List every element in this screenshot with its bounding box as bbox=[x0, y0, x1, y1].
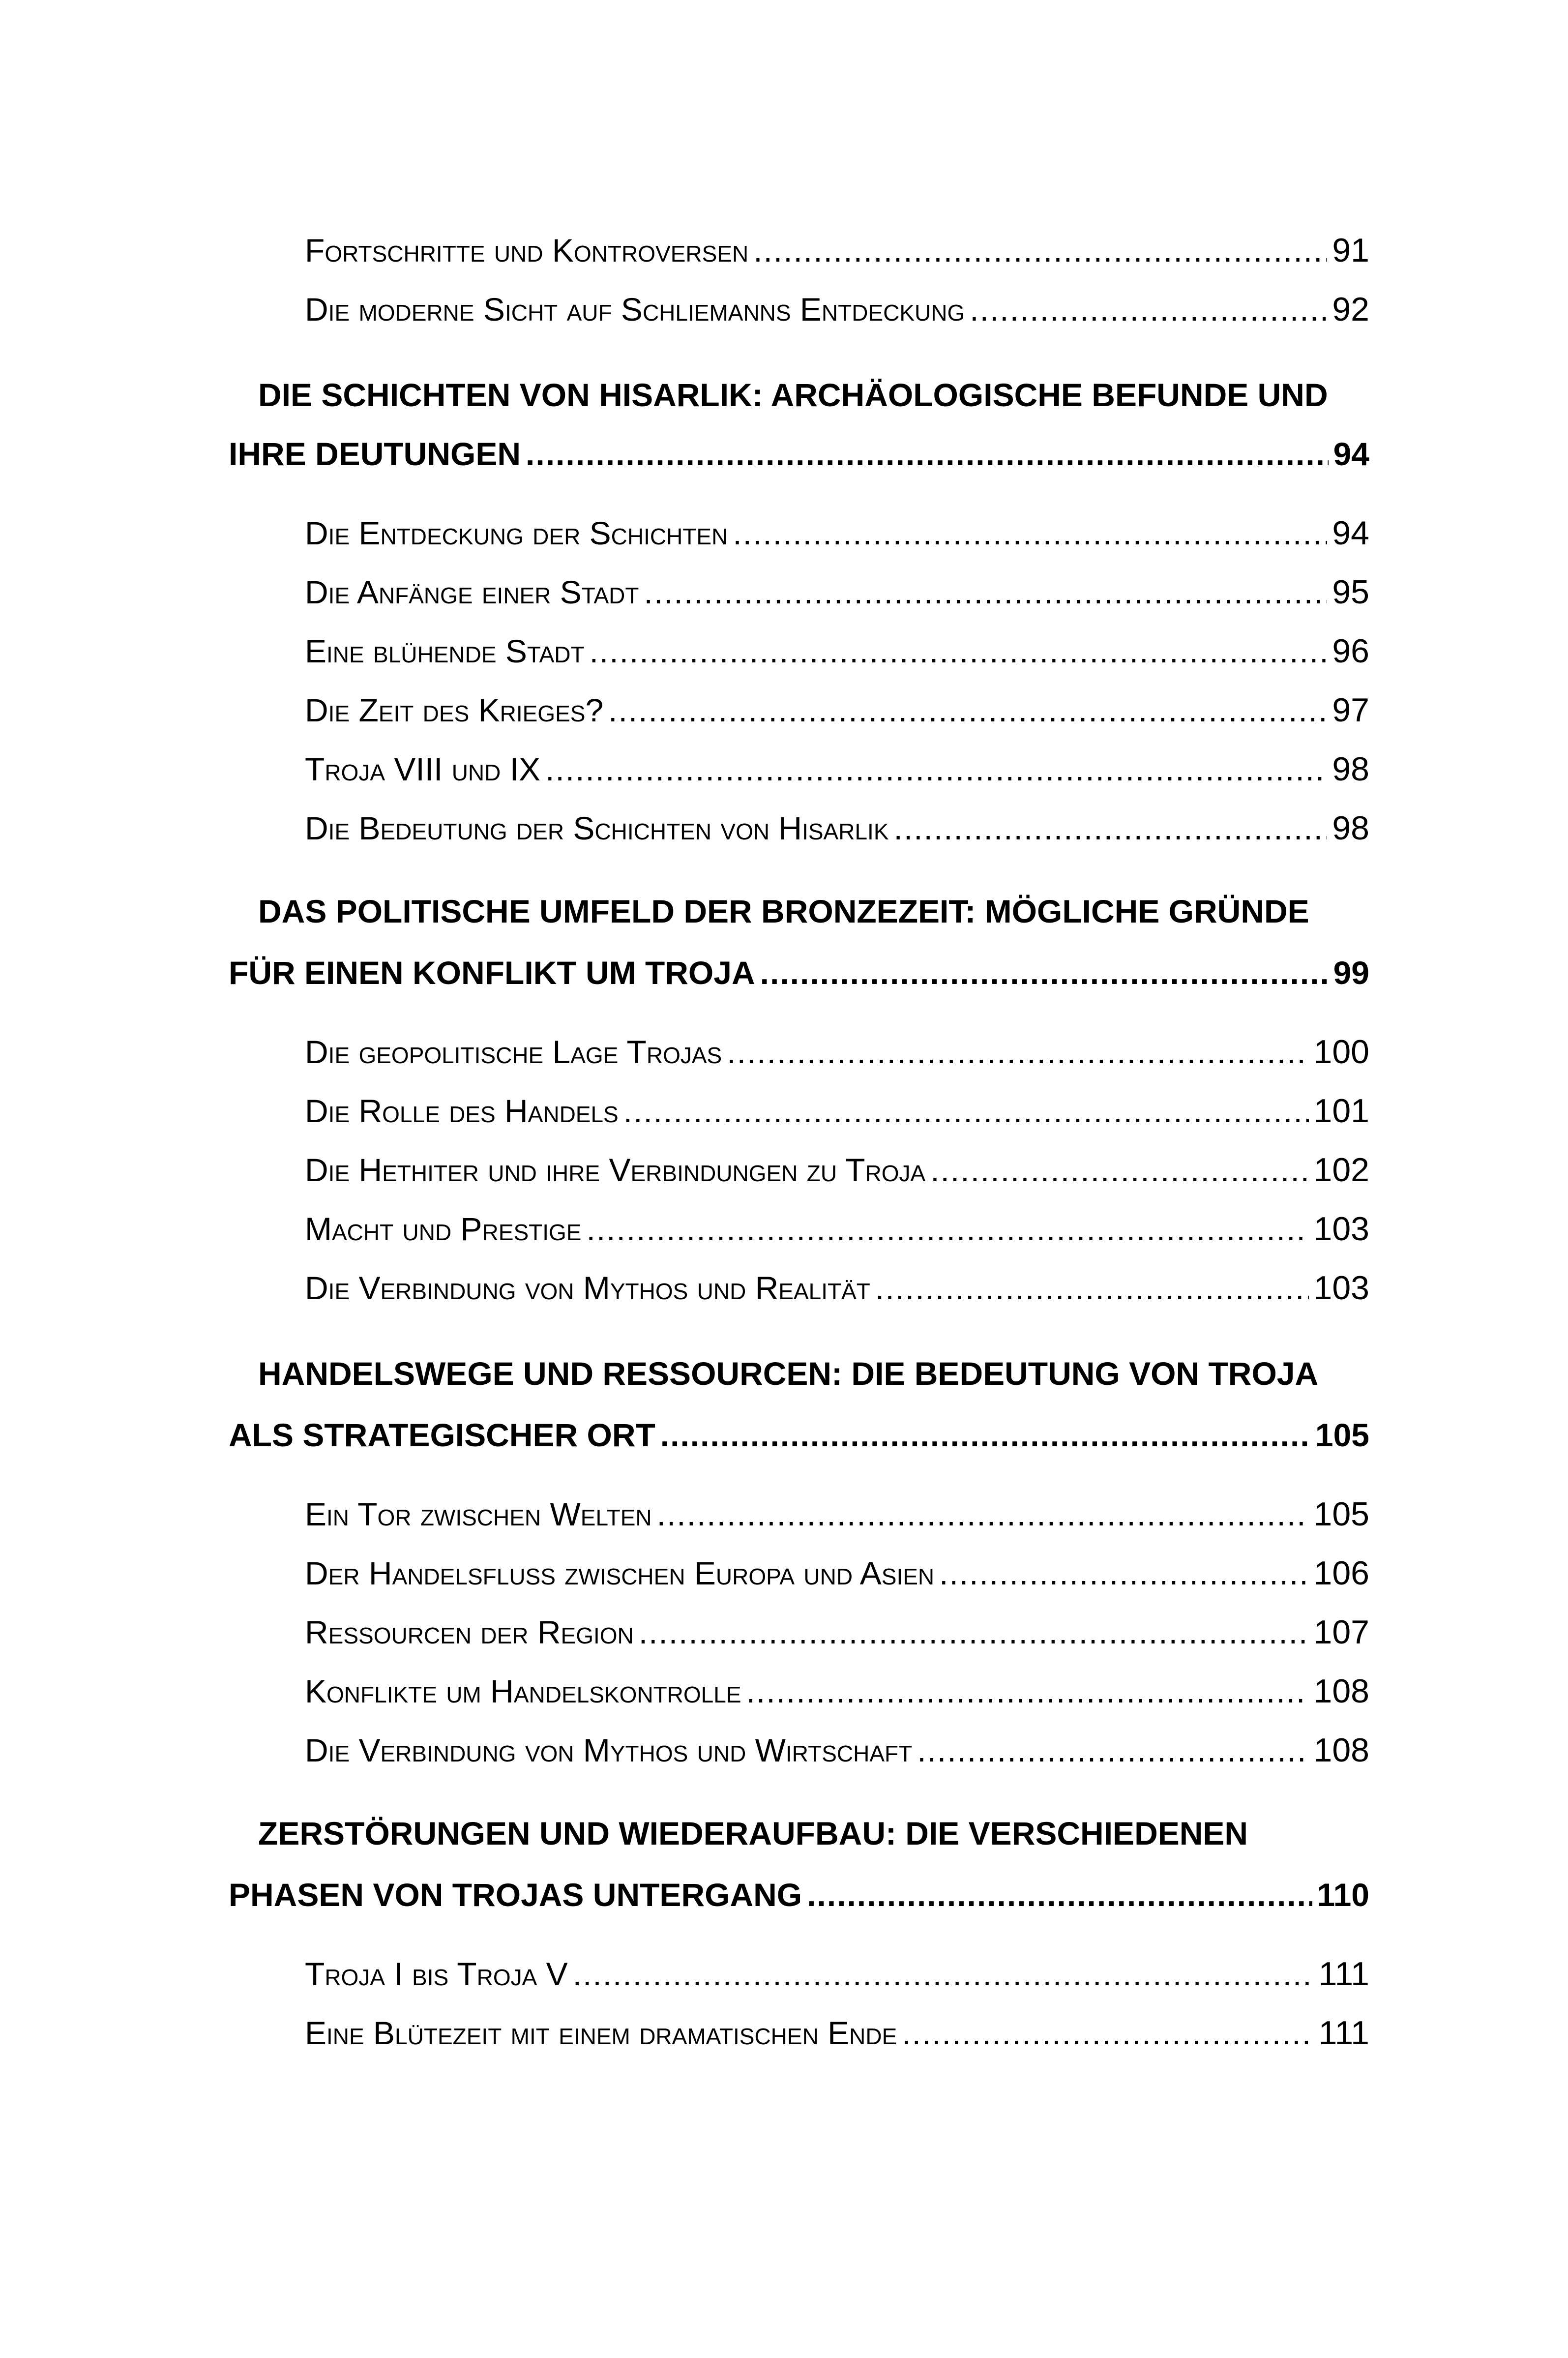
toc-entry-title: Ressourcen der Region bbox=[305, 1614, 634, 1650]
toc-entry[interactable] bbox=[305, 1269, 1369, 1313]
dot-leader bbox=[586, 1210, 1308, 1248]
toc-entry-page: 103 bbox=[1313, 1269, 1369, 1307]
dot-leader bbox=[902, 2014, 1313, 2052]
chapter-heading-row[interactable] bbox=[229, 1416, 1369, 1465]
dot-leader bbox=[657, 1495, 1309, 1533]
toc-entry-page: 94 bbox=[1332, 514, 1369, 552]
toc-entry-title: Eine blühende Stadt bbox=[305, 633, 585, 669]
dot-leader bbox=[608, 691, 1327, 729]
dot-leader bbox=[660, 1416, 1310, 1454]
toc-entry-title: Die Entdeckung der Schichten bbox=[305, 515, 728, 551]
toc-entry[interactable] bbox=[305, 1554, 1369, 1598]
toc-entry[interactable] bbox=[305, 1955, 1369, 1999]
toc-entry-title: Die Verbindung von Mythos und Wirtschaft bbox=[305, 1732, 913, 1768]
toc-entry[interactable] bbox=[305, 1613, 1369, 1657]
toc-entry-page: 91 bbox=[1332, 232, 1369, 269]
chapter-page: 110 bbox=[1317, 1877, 1369, 1913]
dot-leader bbox=[930, 1151, 1308, 1189]
toc-entry-page: 98 bbox=[1332, 750, 1369, 788]
dot-leader bbox=[760, 954, 1329, 991]
dot-leader bbox=[939, 1554, 1308, 1592]
chapter-heading-line2: IHRE DEUTUNGEN bbox=[229, 436, 521, 472]
dot-leader bbox=[573, 1955, 1314, 1993]
toc-entry-title: Die Hethiter und ihre Verbindungen zu Troja bbox=[305, 1152, 926, 1188]
chapter-heading-line2: PHASEN VON TROJAS UNTERGANG bbox=[229, 1877, 802, 1913]
toc-entry-page: 98 bbox=[1332, 809, 1369, 847]
toc-entry[interactable] bbox=[305, 1092, 1369, 1136]
toc-entry[interactable] bbox=[305, 691, 1369, 735]
chapter-heading-row[interactable] bbox=[229, 435, 1369, 484]
toc-entry[interactable] bbox=[305, 1495, 1369, 1539]
dot-leader bbox=[917, 1731, 1308, 1769]
toc-entry-title: Die Bedeutung der Schichten von Hisarlik bbox=[305, 810, 889, 846]
dot-leader bbox=[644, 573, 1328, 611]
toc-entry-title: Ein Tor zwischen Welten bbox=[305, 1496, 652, 1532]
toc-entry-title: Die Rolle des Handels bbox=[305, 1093, 619, 1129]
dot-leader bbox=[753, 232, 1327, 269]
toc-entry-page: 107 bbox=[1313, 1613, 1369, 1651]
toc-entry[interactable] bbox=[305, 1033, 1369, 1077]
toc-entry[interactable] bbox=[305, 750, 1369, 794]
dot-leader bbox=[733, 514, 1327, 552]
toc-entry-page: 102 bbox=[1313, 1151, 1369, 1189]
toc-entry-title: Die Anfänge einer Stadt bbox=[305, 574, 639, 610]
dot-leader bbox=[639, 1613, 1309, 1651]
chapter-page: 99 bbox=[1333, 955, 1369, 991]
toc-entry-page: 92 bbox=[1332, 291, 1369, 328]
chapter-heading[interactable]: HANDELSWEGE UND RESSOURCEN: DIE BEDEUTUNG VON TROJA bbox=[258, 1355, 1319, 1392]
chapter-page: 105 bbox=[1315, 1417, 1369, 1453]
chapter-heading[interactable]: DAS POLITISCHE UMFELD DER BRONZEZEIT: MÖGLICHE GRÜNDE bbox=[258, 893, 1309, 929]
toc-entry-title: Eine Blütezeit mit einem dramatischen Ende bbox=[305, 2015, 897, 2051]
toc-entry-title: Konflikte um Handelskontrolle bbox=[305, 1673, 741, 1709]
dot-leader bbox=[727, 1033, 1308, 1071]
toc-entry-title: Macht und Prestige bbox=[305, 1211, 582, 1247]
toc-entry-page: 108 bbox=[1313, 1731, 1369, 1769]
dot-leader bbox=[746, 1672, 1309, 1710]
chapter-heading-line2: FÜR EINEN KONFLIKT UM TROJA bbox=[229, 955, 755, 991]
dot-leader bbox=[894, 809, 1328, 847]
toc-entry[interactable] bbox=[305, 632, 1369, 676]
dot-leader bbox=[807, 1876, 1312, 1913]
toc-entry-title: Die Verbindung von Mythos und Realität bbox=[305, 1270, 870, 1306]
toc-entry[interactable] bbox=[305, 290, 1369, 334]
toc-entry[interactable] bbox=[305, 2014, 1369, 2058]
toc-entry-page: 96 bbox=[1332, 632, 1369, 670]
toc-entry-page: 97 bbox=[1332, 691, 1369, 729]
toc-entry-title: Fortschritte und Kontroversen bbox=[305, 232, 749, 269]
toc-entry[interactable] bbox=[305, 1731, 1369, 1775]
toc-entry-title: Troja VIII und IX bbox=[305, 751, 541, 787]
chapter-page: 94 bbox=[1333, 436, 1369, 472]
toc-entry-page: 103 bbox=[1313, 1210, 1369, 1248]
dot-leader bbox=[545, 750, 1327, 788]
dot-leader bbox=[526, 435, 1329, 473]
toc-entry-page: 106 bbox=[1313, 1554, 1369, 1592]
toc-entry-page: 95 bbox=[1332, 573, 1369, 611]
toc-entry-title: Der Handelsfluss zwischen Europa und Asien bbox=[305, 1555, 935, 1591]
dot-leader bbox=[970, 291, 1327, 328]
toc-entry-page: 111 bbox=[1318, 1955, 1369, 1993]
dot-leader bbox=[623, 1092, 1309, 1130]
toc-entry[interactable] bbox=[305, 1210, 1369, 1254]
chapter-heading[interactable]: ZERSTÖRUNGEN UND WIEDERAUFBAU: DIE VERSCHIEDENEN bbox=[258, 1815, 1248, 1851]
toc-entry-title: Troja I bis Troja V bbox=[305, 1956, 568, 1992]
toc-entry[interactable] bbox=[305, 1672, 1369, 1716]
toc-entry-page: 111 bbox=[1318, 2014, 1369, 2052]
toc-entry-title: Die moderne Sicht auf Schliemanns Entdeckung bbox=[305, 291, 965, 328]
dot-leader bbox=[875, 1269, 1309, 1307]
chapter-heading-row[interactable] bbox=[229, 954, 1369, 1003]
chapter-heading-line2: ALS STRATEGISCHER ORT bbox=[229, 1417, 655, 1453]
toc-entry-page: 108 bbox=[1313, 1672, 1369, 1710]
toc-entry-page: 101 bbox=[1313, 1092, 1369, 1130]
toc-entry-title: Die Zeit des Krieges? bbox=[305, 692, 604, 728]
toc-entry-title: Die geopolitische Lage Trojas bbox=[305, 1034, 722, 1070]
toc-entry-page: 105 bbox=[1313, 1495, 1369, 1533]
toc-entry[interactable] bbox=[305, 1151, 1369, 1195]
toc-entry-page: 100 bbox=[1313, 1033, 1369, 1071]
chapter-heading-row[interactable] bbox=[229, 1876, 1369, 1925]
toc-entry[interactable] bbox=[305, 809, 1369, 853]
toc-entry[interactable] bbox=[305, 514, 1369, 558]
dot-leader bbox=[590, 632, 1328, 670]
toc-entry[interactable] bbox=[305, 573, 1369, 617]
toc-entry[interactable] bbox=[305, 231, 1369, 275]
chapter-heading[interactable]: DIE SCHICHTEN VON HISARLIK: ARCHÄOLOGISCHE BEFUNDE UND bbox=[258, 377, 1328, 413]
